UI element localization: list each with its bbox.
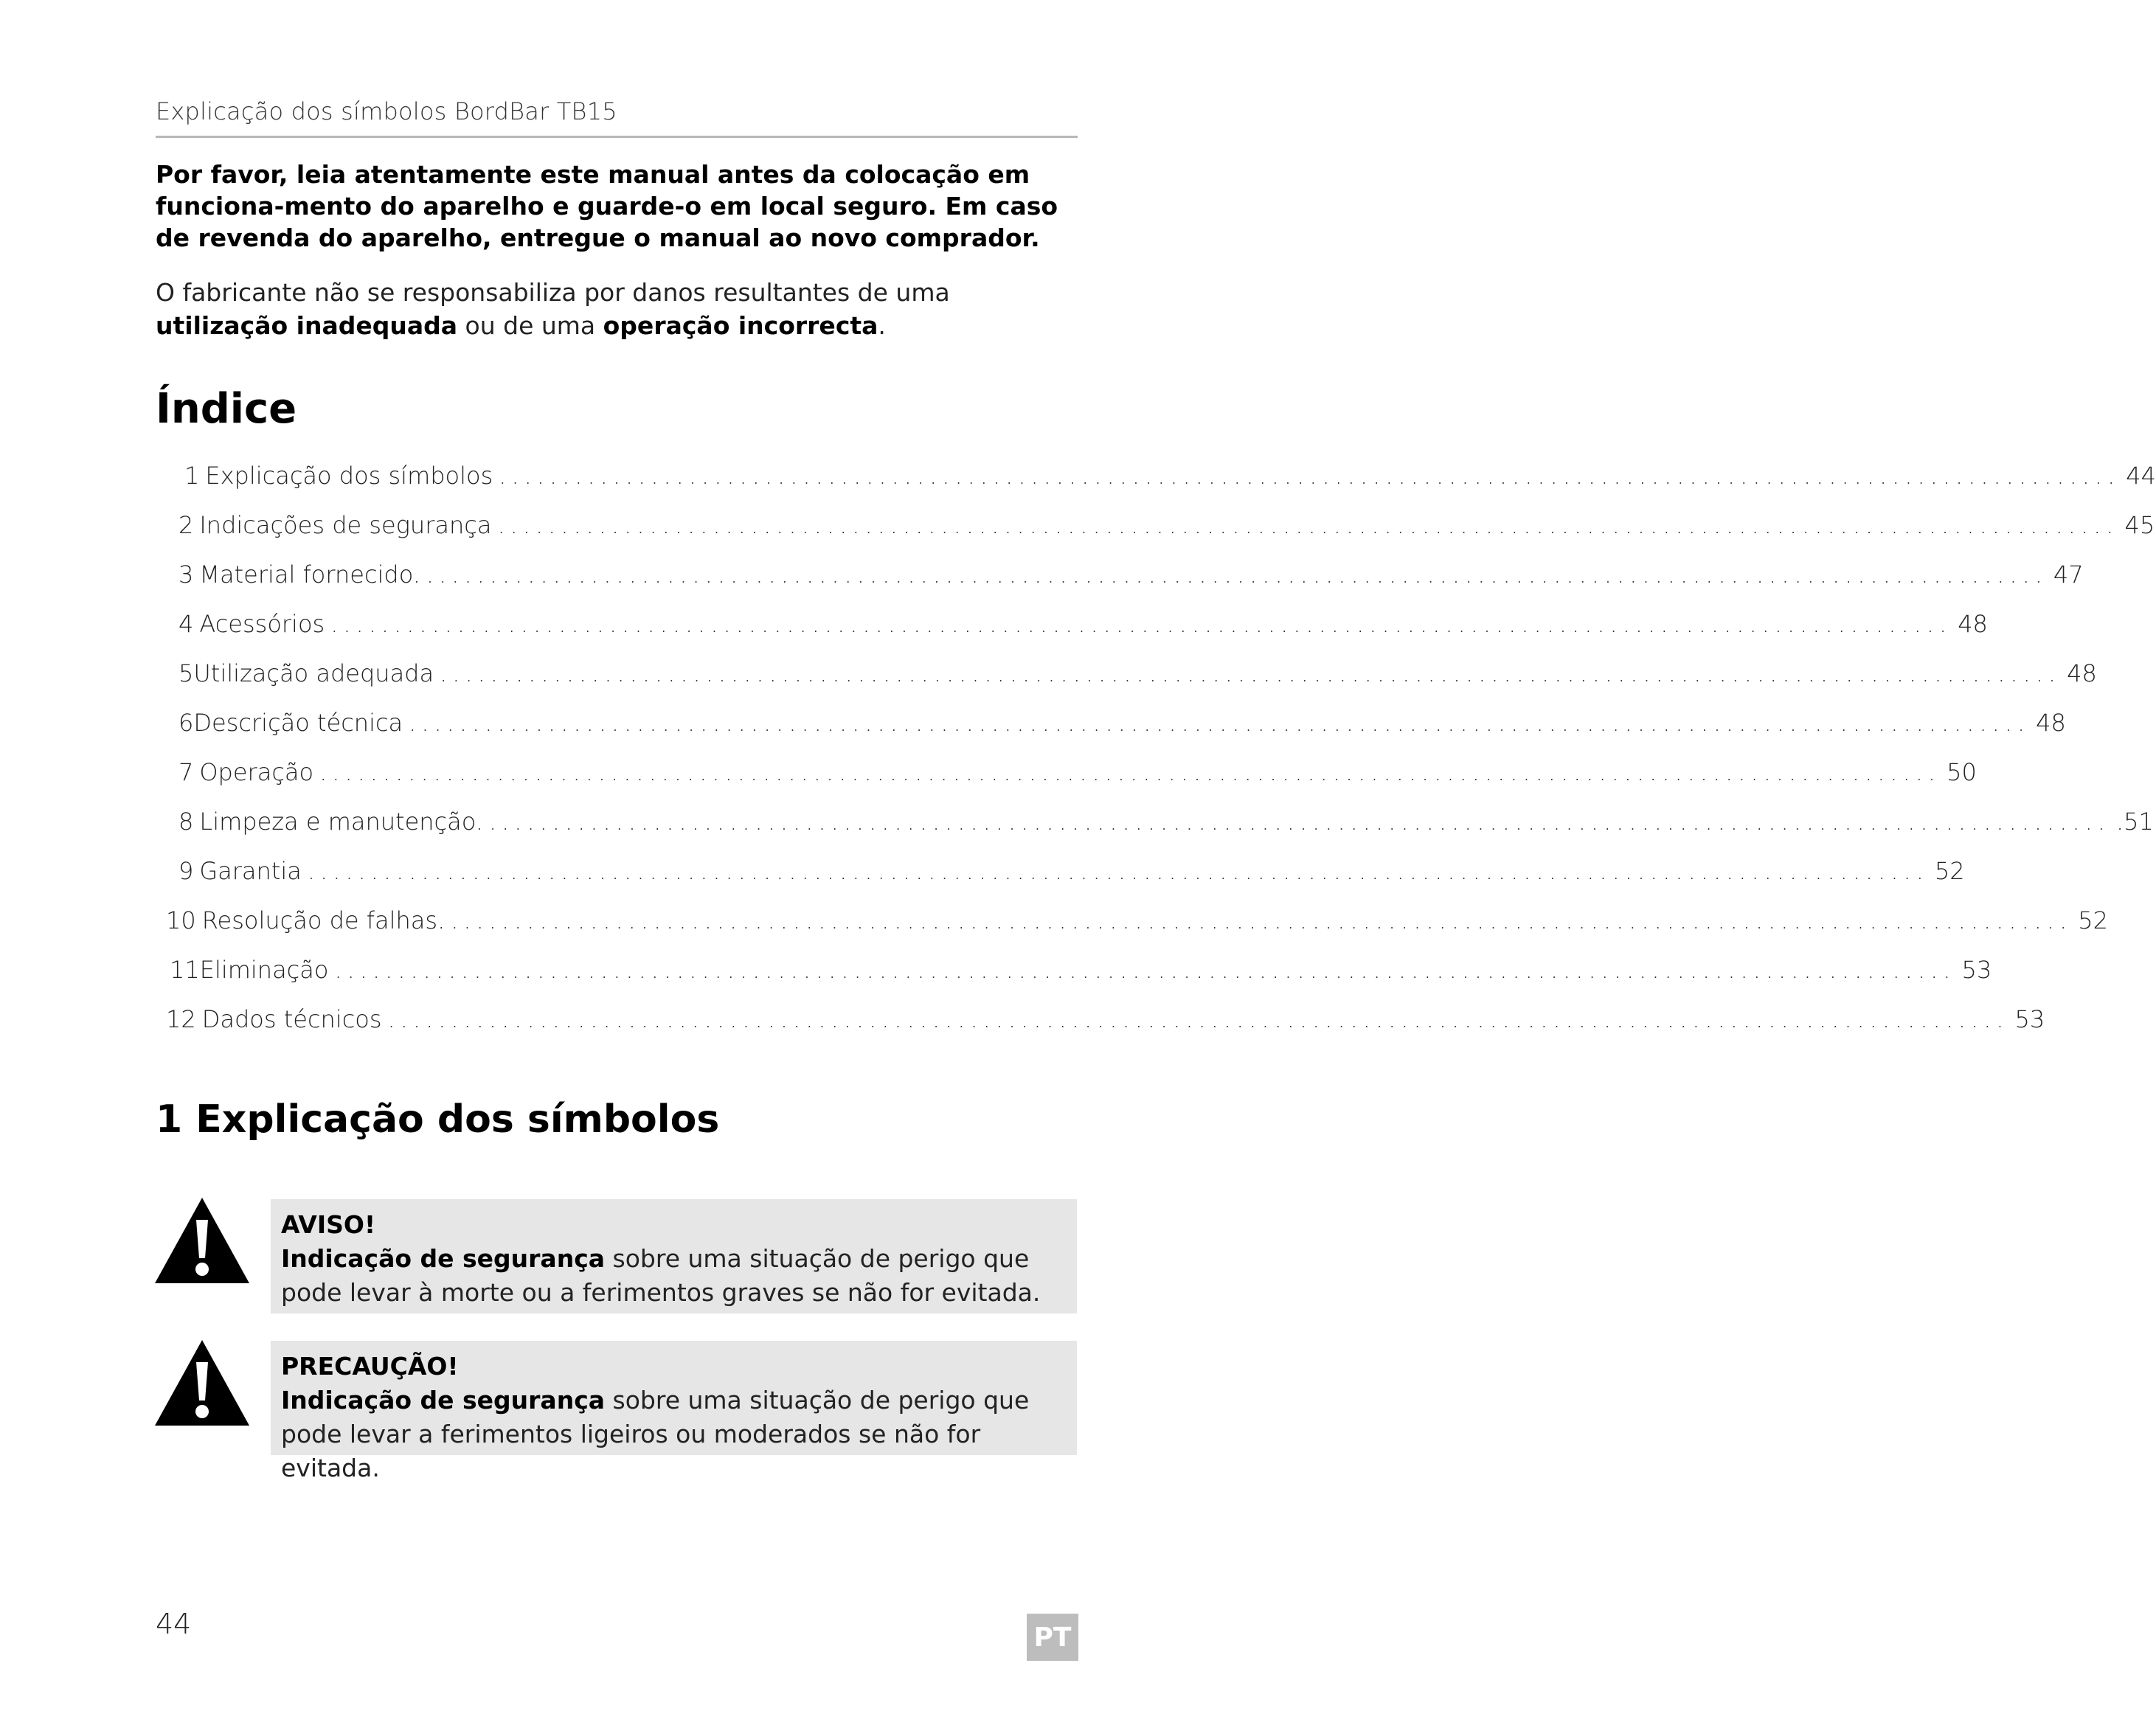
- toc-entry-number: 2: [178, 511, 194, 539]
- disclaimer-part1: O fabricante não se responsabiliza por danos resultantes de uma: [156, 278, 950, 307]
- toc-entry-page: 52: [2078, 906, 2108, 934]
- toc-leader: ................................................................................................................................: [334, 956, 1956, 984]
- language-badge: PT: [1027, 1614, 1078, 1661]
- toc-entry-number: 10: [166, 906, 196, 934]
- header-rule: [156, 136, 1078, 138]
- toc-leader: ................................................................................................................................: [319, 758, 1941, 786]
- toc-entry[interactable]: [178, 555, 2084, 589]
- toc-entry[interactable]: [166, 900, 2108, 934]
- warning-bold: Indicação de segurança: [281, 1244, 606, 1273]
- toc-entry-page: 53: [2014, 1005, 2045, 1033]
- toc-entry-number: 3: [178, 560, 194, 589]
- toc-entry-page: 45: [2124, 511, 2155, 539]
- toc-entry-number: 9: [178, 857, 194, 885]
- toc-entry-label: Material fornecido.: [199, 560, 420, 589]
- disclaimer-part2: ou de uma: [457, 311, 603, 340]
- caution-box: [271, 1341, 1077, 1482]
- toc-entry-number: 4: [178, 610, 194, 638]
- toc-leader: ................................................................................................................................: [488, 808, 2110, 836]
- section-heading: 1 Explicação dos símbolos: [156, 1097, 720, 1142]
- toc-entry[interactable]: [178, 653, 2097, 687]
- toc-entry-label: Limpeza e manutenção.: [199, 808, 483, 836]
- toc-entry-page: 48: [2067, 659, 2097, 687]
- caution-text: sobre uma situação de perigo que pode levar a ferimentos ligeiros ou moderados se não for evitada.: [281, 1386, 1030, 1482]
- toc-leader: ................................................................................................................................: [451, 906, 2073, 934]
- toc-entry-label: Resolução de falhas.: [201, 906, 446, 934]
- warning-triangle-icon: [153, 1196, 251, 1285]
- toc-entry-label: Explicação dos símbolos: [205, 462, 493, 490]
- disclaimer-bold2: operação incorrecta: [603, 311, 878, 340]
- toc-entry-number: 7: [178, 758, 194, 786]
- toc-entry-label: Descrição técnica: [193, 709, 403, 737]
- toc-entry-number: 12: [166, 1005, 196, 1033]
- toc-entry-number: 6: [178, 709, 194, 737]
- toc-entry-label: Garantia: [199, 857, 302, 885]
- toc-entry-label: Operação: [199, 758, 314, 786]
- warning-body: [281, 1242, 1067, 1310]
- toc-entry-number: 11: [170, 956, 200, 984]
- toc-entry-page: .51: [2115, 808, 2154, 836]
- toc-entry[interactable]: [170, 950, 1992, 984]
- toc-entry-page: 53: [1961, 956, 1992, 984]
- toc-entry[interactable]: [184, 456, 2156, 490]
- toc-entry[interactable]: [178, 505, 2155, 539]
- disclaimer: [156, 276, 1078, 342]
- disclaimer-part3: .: [878, 311, 886, 340]
- toc-leader: ................................................................................................................................: [409, 709, 2031, 737]
- toc-entry-page: 52: [1934, 857, 1965, 885]
- toc-entry-label: Indicações de segurança: [199, 511, 492, 539]
- toc-entry-label: Utilização adequada: [193, 659, 434, 687]
- toc-entry-label: Acessórios: [199, 610, 325, 638]
- toc-entry-page: 47: [2053, 560, 2084, 589]
- toc-entry[interactable]: [178, 802, 2154, 836]
- toc-entry[interactable]: [166, 999, 2045, 1033]
- warning-box: [271, 1199, 1077, 1313]
- toc-leader: ................................................................................................................................: [497, 511, 2119, 539]
- toc-title: Índice: [156, 385, 297, 433]
- toc-entry-number: 1: [184, 462, 200, 490]
- warning-title: AVISO!: [281, 1210, 375, 1239]
- toc-leader: ................................................................................................................................: [330, 610, 1952, 638]
- toc-entry-label: Dados técnicos: [201, 1005, 382, 1033]
- warning-text: sobre uma situação de perigo que pode levar à morte ou a ferimentos graves se não for evitada.: [281, 1244, 1041, 1307]
- toc-leader: ................................................................................................................................: [387, 1005, 2009, 1033]
- toc-entry-number: 8: [178, 808, 194, 836]
- toc-entry-page: 50: [1947, 758, 1977, 786]
- toc-entry[interactable]: [178, 752, 1977, 786]
- toc-leader: ................................................................................................................................: [499, 462, 2121, 490]
- toc-entry-number: 5: [178, 659, 194, 687]
- running-header: Explicação dos símbolos BordBar TB15: [156, 97, 617, 125]
- warning-triangle-icon: [153, 1339, 251, 1427]
- toc-entry-label: Eliminação: [199, 956, 329, 984]
- toc-entry[interactable]: [178, 604, 1988, 638]
- caution-body: [281, 1384, 1067, 1485]
- caution-title: PRECAUÇÃO!: [281, 1352, 459, 1381]
- toc-entry[interactable]: [178, 703, 2066, 737]
- toc-entry-page: 48: [2036, 709, 2066, 737]
- toc-entry-page: 44: [2126, 462, 2156, 490]
- caution-bold: Indicação de segurança: [281, 1386, 606, 1415]
- toc-entry-page: 48: [1958, 610, 1988, 638]
- toc-leader: ................................................................................................................................: [426, 560, 2048, 589]
- toc-leader: ................................................................................................................................: [307, 857, 1929, 885]
- disclaimer-bold1: utilização inadequada: [156, 311, 458, 340]
- toc-leader: ................................................................................................................................: [440, 659, 2062, 687]
- toc-entry[interactable]: [178, 851, 1965, 885]
- page-number: 44: [156, 1608, 192, 1640]
- intro-notice: Por favor, leia atentamente este manual antes da colocação em funciona-mento do aparelho e guarde-o em local seguro. Em caso de revenda do aparelho, entregue o manual ao novo comprador.: [156, 160, 1058, 252]
